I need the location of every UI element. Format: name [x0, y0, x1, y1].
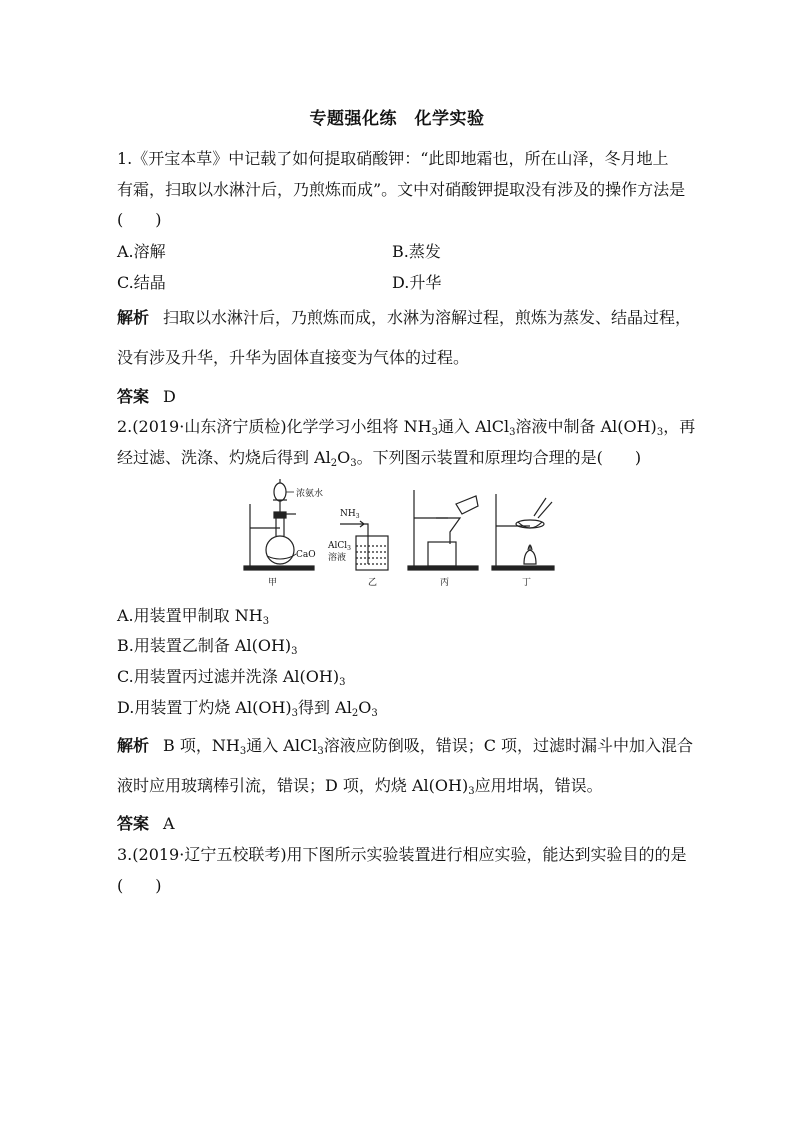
q1-analysis-label: 解析	[117, 308, 150, 327]
q2-stem-sub: 2	[330, 458, 338, 469]
q3-stem-line1: 3.(2019·辽宁五校联考)用下图所示实验装置进行相应实验，能达到实验目的的是	[117, 845, 687, 864]
q2-analysis-text: 通入 AlCl	[246, 736, 318, 755]
q2-stem-sub: 3	[431, 427, 438, 438]
caption-jia: 甲	[268, 578, 278, 588]
q2-stem-seg: 2.(2019·山东济宁质检)化学学习小组将 NH	[117, 417, 432, 436]
q2-option-d-sub: 2	[351, 708, 359, 719]
q2-option-d-text: D.用装置丁灼烧 Al(OH)	[117, 698, 292, 717]
q2-analysis-line2	[117, 773, 603, 796]
q2-stem-seg: ，再	[663, 417, 696, 436]
q2-stem-seg: 。下列图示装置和原理均合理的是( )	[356, 448, 642, 467]
q1-option-d: D.升华	[392, 273, 442, 292]
q1-option-b: B.蒸发	[392, 242, 441, 261]
caption-yi: 乙	[368, 578, 378, 588]
q2-option-d-text: O	[358, 698, 372, 717]
q2-stem-sub: 3	[656, 427, 664, 438]
q2-analysis-text: 液时应用玻璃棒引流，错误；D 项，灼烧 Al(OH)	[117, 776, 469, 795]
q2-option-a	[117, 603, 269, 626]
label-solution: 溶液	[328, 553, 347, 563]
q1-answer-label: 答案	[117, 387, 150, 406]
q2-stem-seg: 通入 AlCl	[437, 417, 510, 436]
apparatus-bing	[408, 490, 478, 570]
label-nh3: $NH_3$	[340, 509, 360, 520]
q2-option-a-sub: 3	[262, 616, 270, 627]
caption-bing: 丙	[440, 578, 450, 588]
q2-option-d-text: 得到 Al	[298, 698, 352, 717]
q2-option-c-sub: 3	[339, 677, 346, 688]
q3-stem-line2: ( )	[117, 876, 162, 895]
q1-analysis-text1: 扫取以水淋汁后，乃煎炼而成，水淋为溶解过程，煎炼为蒸发、结晶过程，	[163, 308, 692, 327]
q2-stem-sub: 3	[350, 458, 357, 469]
q2-analysis-text: 溶液应防倒吸，错误；C 项，过滤时漏斗中加入混合	[323, 736, 694, 755]
q2-analysis-sub: 3	[239, 746, 247, 757]
q2-stem-line1	[117, 414, 695, 437]
q1-option-a: A.溶解	[117, 242, 166, 261]
q2-analysis-label: 解析	[117, 736, 150, 755]
q2-analysis-text: 应用坩埚，错误。	[474, 776, 603, 795]
q2-option-b-text: B.用装置乙制备 Al(OH)	[117, 636, 292, 655]
q1-analysis-line1	[117, 305, 691, 328]
q2-analysis-line1	[117, 733, 693, 756]
q2-option-c	[117, 664, 345, 687]
q2-option-c-text: C.用装置丙过滤并洗涤 Al(OH)	[117, 667, 340, 686]
q2-stem-seg: 溶液中制备 Al(OH)	[515, 417, 657, 436]
q2-option-a-text: A.用装置甲制取 NH	[117, 606, 263, 625]
q1-stem-line1: 1.《开宝本草》中记载了如何提取硝酸钾：“此即地霜也，所在山泽，冬月地上	[117, 149, 669, 168]
q2-answer	[117, 811, 175, 834]
q1-option-c: C.结晶	[117, 273, 166, 292]
q2-analysis-sub: 3	[317, 746, 324, 757]
label-alcl3: AlCl$_3$	[328, 541, 351, 552]
q2-stem-seg: 经过滤、洗涤、灼烧后得到 Al	[117, 448, 331, 467]
q1-stem-line2: 有霜，扫取以水淋汁后，乃煎炼而成”。文中对硝酸钾提取没有涉及的操作方法是	[117, 180, 686, 199]
apparatus-ding	[492, 494, 554, 570]
q2-option-d	[117, 695, 378, 718]
q2-answer-value: A	[163, 814, 175, 833]
q2-answer-label: 答案	[117, 814, 150, 833]
page-title: 专题强化练 化学实验	[309, 109, 485, 129]
q2-option-d-sub: 3	[291, 708, 299, 719]
q2-stem-line2	[117, 445, 641, 468]
q2-option-b	[117, 633, 298, 656]
q1-answer	[117, 384, 176, 407]
label-ammonia: 浓氨水	[296, 489, 324, 499]
q1-answer-value: D	[163, 387, 176, 406]
q2-option-d-sub: 3	[371, 708, 378, 719]
caption-ding: 丁	[522, 578, 532, 588]
q2-stem-seg: O	[337, 448, 351, 467]
q2-option-b-sub: 3	[291, 646, 298, 657]
q1-analysis-line2: 没有涉及升华，升华为固体直接变为气体的过程。	[117, 348, 470, 367]
q2-analysis-text: B 项，NH	[163, 736, 240, 755]
q1-stem-line3: ( )	[117, 210, 162, 229]
q2-analysis-sub: 3	[468, 786, 475, 797]
q2-stem-sub: 3	[509, 427, 516, 438]
label-cao: CaO	[296, 550, 316, 560]
apparatus-figure	[240, 476, 560, 588]
